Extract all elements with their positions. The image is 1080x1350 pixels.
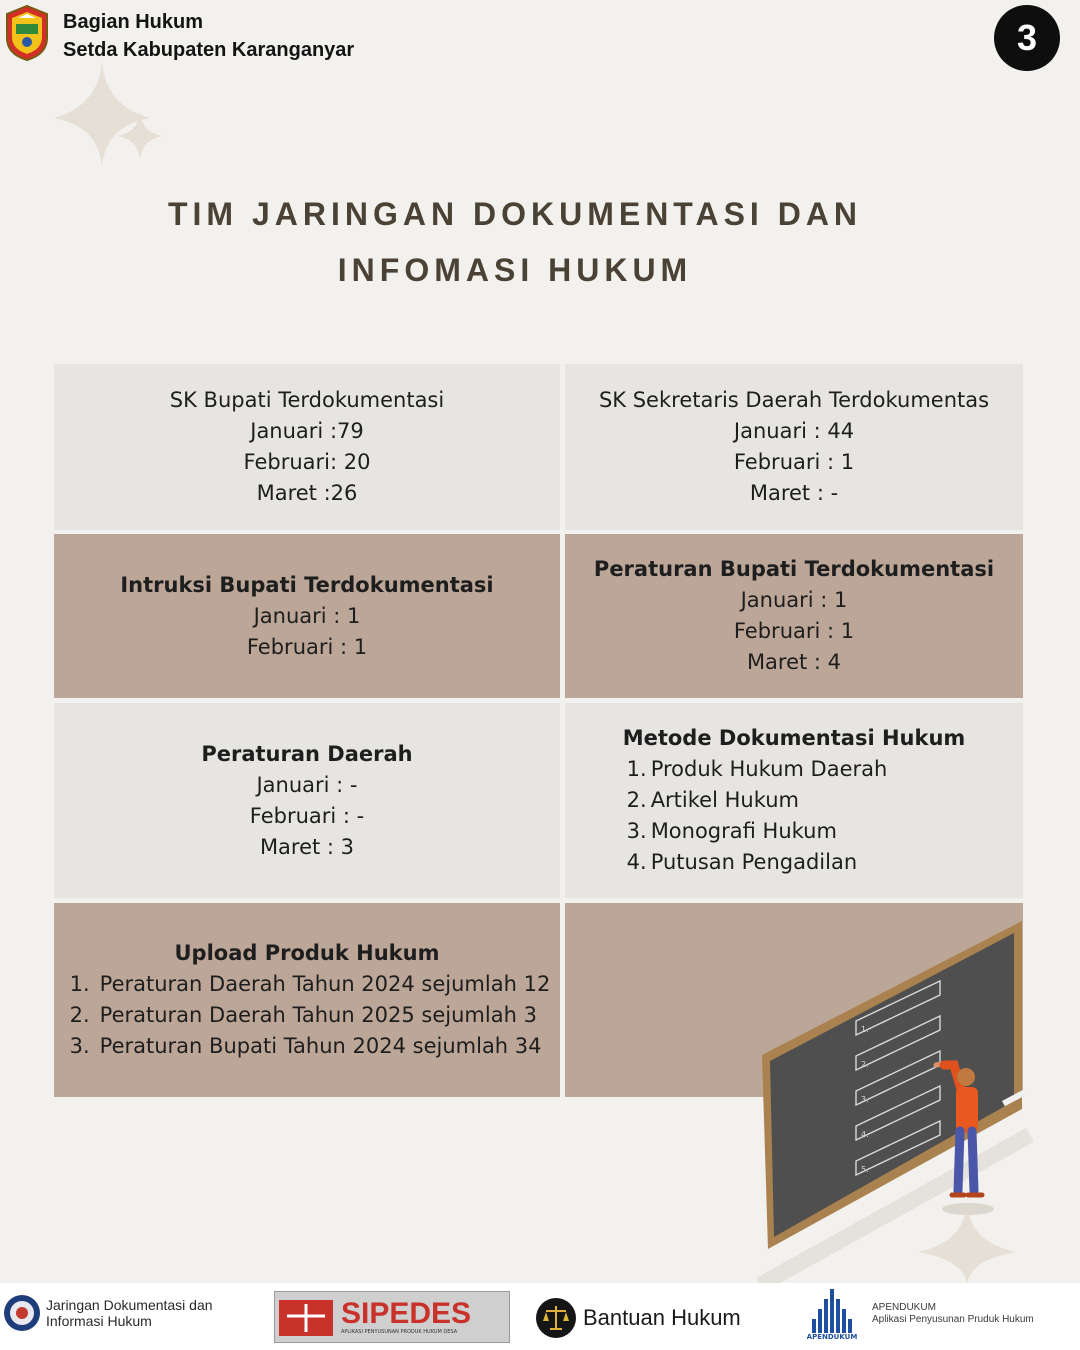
card-line: Januari : - (256, 772, 358, 797)
card-line: Maret : 4 (746, 650, 842, 674)
footer-jdih[interactable] (2, 1293, 213, 1333)
page-title (0, 186, 1030, 298)
list-item: 2. Peraturan Daerah Tahun 2025 sejumlah 3 (69, 1003, 537, 1027)
list-item: 2. Artikel Hukum (626, 788, 799, 812)
chalkboard-illustration (740, 915, 1040, 1285)
board-step-label: 3. (861, 1095, 869, 1104)
card-heading: Metode Dokumentasi Hukum (622, 726, 966, 750)
sipedes-logo-icon (275, 1294, 337, 1340)
sparkle-icon (50, 58, 170, 168)
card-heading: Peraturan Bupati Terdokumentasi (593, 557, 995, 581)
kabupaten-karanganyar-emblem-icon (4, 4, 50, 62)
card-instruksi-bupati (54, 534, 560, 698)
card-line: Februari : - (249, 803, 365, 828)
card-metode-dokumentasi (565, 703, 1023, 898)
apendukum-logo-text: APENDUKUM (806, 1333, 858, 1341)
upload-list (64, 969, 551, 1062)
jdih-logo-icon (2, 1293, 42, 1333)
card-line: Februari : 1 (733, 450, 855, 474)
card-line: Februari : 1 (246, 634, 368, 659)
page-title-line2: INFOMASI HUKUM (337, 252, 693, 288)
method-list (621, 754, 888, 878)
board-step-label: 5. (861, 1165, 869, 1174)
card-heading: Intruksi Bupati Terdokumentasi (120, 572, 494, 597)
list-item: 3. Peraturan Bupati Tahun 2024 sejumlah 34 (69, 1034, 542, 1058)
list-item: 4. Putusan Pengadilan (626, 850, 858, 874)
list-item: 1. Produk Hukum Daerah (626, 757, 888, 781)
sipedes-subtitle: APLIKASI PENYUSUNAN PRODUK HUKUM DESA (341, 1329, 458, 1335)
card-upload-produk-hukum (54, 903, 560, 1097)
card-line: Februari: 20 (243, 450, 371, 474)
card-line: Maret :26 (256, 481, 358, 505)
jdih-name: Jaringan Dokumentasi dan Informasi Hukum (46, 1297, 213, 1329)
card-peraturan-bupati (565, 534, 1023, 698)
board-step-label: 2. (861, 1060, 869, 1069)
card-sk-sekda (565, 364, 1023, 530)
card-line: Maret : - (749, 481, 839, 505)
board-step-label: 1. (861, 1025, 869, 1034)
card-line: Januari : 1 (740, 588, 848, 612)
card-peraturan-daerah (54, 703, 560, 898)
footer-sipedes[interactable] (274, 1291, 510, 1343)
org-name (63, 8, 354, 64)
board-step-label: 4. (861, 1130, 869, 1139)
footer-partners (0, 1283, 1080, 1350)
page-title-line1: TIM JARINGAN DOKUMENTASI DAN (167, 196, 863, 232)
org-name-line2: Setda Kabupaten Karanganyar (63, 39, 355, 61)
card-line: Januari : 44 (733, 419, 855, 443)
card-heading: Upload Produk Hukum (174, 941, 440, 965)
card-line: Maret : 3 (259, 834, 355, 859)
sipedes-name: SIPEDES (341, 1297, 472, 1330)
footer-bantuan-hukum[interactable] (535, 1297, 741, 1339)
list-item: 3. Monografi Hukum (626, 819, 837, 843)
org-name-line1: Bagian Hukum (63, 11, 204, 33)
page-number-badge: 3 (994, 5, 1060, 71)
bantuan-hukum-label: Bantuan Hukum (583, 1305, 741, 1330)
card-line: Januari : 1 (253, 603, 361, 628)
card-heading: SK Sekretaris Daerah Terdokumentas (598, 388, 990, 412)
footer-apendukum[interactable] (806, 1287, 1034, 1341)
scales-of-justice-icon (535, 1297, 577, 1339)
card-heading: SK Bupati Terdokumentasi (169, 388, 445, 412)
apendukum-logo-icon (806, 1287, 858, 1333)
card-line: Februari : 1 (733, 619, 855, 643)
apendukum-text: APENDUKUM Aplikasi Penyusunan Pruduk Hukum (872, 1302, 1034, 1325)
card-sk-bupati (54, 364, 560, 530)
card-line: Januari :79 (250, 419, 364, 443)
card-heading: Peraturan Daerah (201, 741, 413, 766)
list-item: 1. Peraturan Daerah Tahun 2024 sejumlah 12 (69, 972, 551, 996)
